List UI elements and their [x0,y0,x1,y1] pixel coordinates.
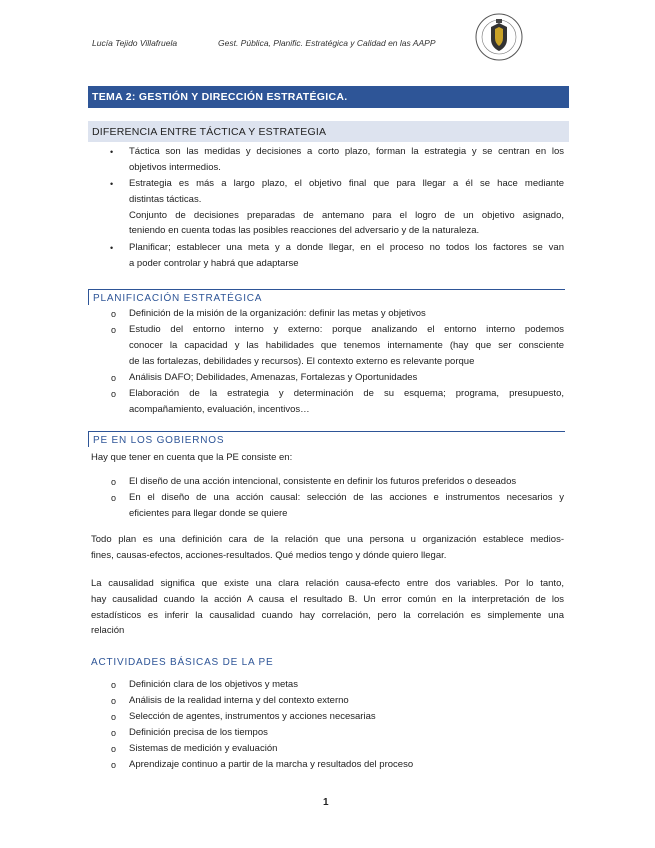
list-item: Táctica son las medidas y decisiones a corto plazo, forman la estrategia y se centran en los objetivos intermedios. [129,146,564,173]
section-heading-government: PE EN LOS GOBIERNOS [88,431,565,447]
header-author: Lucía Tejido Villafruela [92,38,178,48]
bullet-marker: o [111,389,117,399]
bullet-marker: o [111,325,117,335]
list-item: Aprendizaje continuo a partir de la marcha y resultados del proceso [129,759,414,770]
list-item: Sistemas de medición y evaluación [129,743,278,754]
bullet-marker: o [111,728,117,738]
list-item: Análisis DAFO; Debilidades, Amenazas, Fortalezas y Oportunidades [129,372,418,383]
bullet-marker: o [111,744,117,754]
list-item: Selección de agentes, instrumentos y acciones necesarias [129,711,376,722]
section-intro: Hay que tener en cuenta que la PE consiste en: [91,452,293,463]
page-title: TEMA 2: GESTIÓN Y DIRECCIÓN ESTRATÉGICA. [88,86,569,108]
list-item: En el diseño de una acción causal: selección de las acciones e instrumentos necesarios y eficientes para llegar donde se quiere [129,492,564,519]
bullet-marker: • [110,243,114,253]
bullet-marker: o [111,373,117,383]
list-item: Definición precisa de los tiempos [129,727,268,738]
section-heading-tactics: DIFERENCIA ENTRE TÁCTICA Y ESTRATEGIA [88,121,569,142]
bullet-marker: o [111,477,117,487]
list-item: Estrategia es más a largo plazo, el objetivo final que para llegar a él se hace mediante distintas tácticas. Conjunto de decisiones preparadas de antemano para el logro de un objetivo asignado, teniendo en cuenta todas las posibles reacciones del adversario y de la naturaleza. [129,178,564,237]
page-number: 1 [323,797,329,808]
header-course: Gest. Pública, Planific. Estratégica y Calidad en las AAPP [218,38,436,48]
list-item: Definición de la misión de la organización: definir las metas y objetivos [129,308,426,319]
bullet-marker: o [111,680,117,690]
section-heading-activities: ACTIVIDADES BÁSICAS DE LA PE [91,657,274,668]
university-seal-icon [474,12,524,62]
list-item: El diseño de una acción intencional, consistente en definir los futuros preferidos o deseados [129,476,517,487]
bullet-marker: • [110,147,114,157]
bullet-marker: • [110,179,114,189]
bullet-marker: o [111,493,117,503]
list-item: Elaboración de la estrategia y determinación de su esquema; programa, presupuesto, acompañamiento, evaluación, incentivos… [129,388,564,415]
bullet-marker: o [111,712,117,722]
section-heading-planning: PLANIFICACIÓN ESTRATÉGICA [88,289,565,305]
list-item: Análisis de la realidad interna y del contexto externo [129,695,349,706]
list-item: Definición clara de los objetivos y metas [129,679,298,690]
bullet-marker: o [111,760,117,770]
paragraph-causality: La causalidad significa que existe una clara relación causa-efecto entre dos variables. Por lo tanto, hay causalidad cuando la acción A causa el resultado B. Un error común en la interpretación de los estadísticos es inferir la causalidad cuando hay correlación, pero la correlación es simplemente una relación [91,578,564,637]
list-item: Estudio del entorno interno y externo: porque analizando el entorno interno podemos conocer la capacidad y las habilidades que tenemos internamente (hay que ser consciente de las fortalezas, debilidades y recursos). El contexto externo es relevante porque [129,324,564,367]
paragraph-plan: Todo plan es una definición cara de la relación que una persona u organización establece medios- fines, causas-efectos, acciones-resultados. Qué medios tengo y dónde quiero llegar. [91,534,564,561]
list-item: Planificar; establecer una meta y a donde llegar, en el proceso no todos los factores se van a poder controlar y habrá que adaptarse [129,242,564,269]
bullet-marker: o [111,696,117,706]
bullet-marker: o [111,309,117,319]
